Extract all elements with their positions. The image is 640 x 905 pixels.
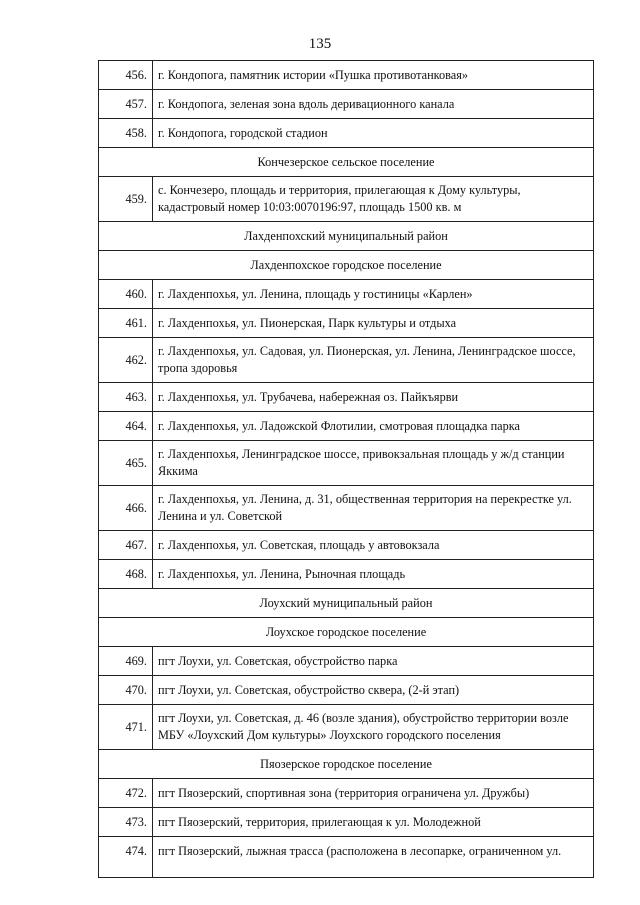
row-description: г. Лахденпохья, ул. Ленина, Рыночная площадь [153, 560, 594, 589]
row-description: г. Лахденпохья, ул. Ладожской Флотилии, смотровая площадка парка [153, 412, 594, 441]
table-row [99, 119, 594, 148]
row-number: 460. [99, 280, 153, 309]
row-description: г. Кондопога, зеленая зона вдоль деривационного канала [153, 90, 594, 119]
section-heading: Кончезерское сельское поселение [99, 148, 594, 177]
row-number: 464. [99, 412, 153, 441]
table-row [99, 280, 594, 309]
section-row [99, 750, 594, 779]
section-row [99, 618, 594, 647]
row-number: 456. [99, 61, 153, 90]
row-number: 461. [99, 309, 153, 338]
row-description: г. Лахденпохья, ул. Ленина, д. 31, общественная территория на перекрестке ул. Ленина и ул. Советской [153, 486, 594, 531]
section-heading: Лахденпохское городское поселение [99, 251, 594, 280]
table-row [99, 676, 594, 705]
section-row [99, 222, 594, 251]
row-description: пгт Лоухи, ул. Советская, обустройство парка [153, 647, 594, 676]
row-description: пгт Лоухи, ул. Советская, д. 46 (возле здания), обустройство территории возле МБУ «Лоухский Дом культуры» Лоухского городского поселения [153, 705, 594, 750]
row-description: пгт Пяозерский, лыжная трасса (расположена в лесопарке, ограниченном ул. [153, 837, 594, 878]
row-number: 471. [99, 705, 153, 750]
table-row [99, 647, 594, 676]
table-row [99, 531, 594, 560]
table-row [99, 177, 594, 222]
row-number: 472. [99, 779, 153, 808]
row-number: 465. [99, 441, 153, 486]
row-number: 469. [99, 647, 153, 676]
section-heading: Лоухское городское поселение [99, 618, 594, 647]
table-row [99, 486, 594, 531]
section-heading: Лоухский муниципальный район [99, 589, 594, 618]
table-row [99, 837, 594, 878]
section-row [99, 251, 594, 280]
section-row [99, 148, 594, 177]
page-number: 135 [308, 36, 332, 52]
row-description: г. Лахденпохья, ул. Трубачева, набережная оз. Пайкъярви [153, 383, 594, 412]
row-description: с. Кончезеро, площадь и территория, прилегающая к Дому культуры, кадастровый номер 10:03:0070196:97, площадь 1500 кв. м [153, 177, 594, 222]
row-number: 462. [99, 338, 153, 383]
table-row [99, 90, 594, 119]
row-description: г. Лахденпохья, Ленинградское шоссе, привокзальная площадь у ж/д станции Яккима [153, 441, 594, 486]
row-number: 468. [99, 560, 153, 589]
table-row [99, 560, 594, 589]
section-row [99, 589, 594, 618]
row-number: 473. [99, 808, 153, 837]
row-number: 459. [99, 177, 153, 222]
row-description: г. Лахденпохья, ул. Ленина, площадь у гостиницы «Карлен» [153, 280, 594, 309]
row-description: пгт Лоухи, ул. Советская, обустройство сквера, (2-й этап) [153, 676, 594, 705]
row-description: г. Лахденпохья, ул. Советская, площадь у автовокзала [153, 531, 594, 560]
row-description: г. Кондопога, городской стадион [153, 119, 594, 148]
table-row [99, 412, 594, 441]
registry-table [98, 60, 594, 878]
section-heading: Пяозерское городское поселение [99, 750, 594, 779]
table-row [99, 338, 594, 383]
table-row [99, 441, 594, 486]
row-description: пгт Пяозерский, спортивная зона (территория ограничена ул. Дружбы) [153, 779, 594, 808]
table-row [99, 383, 594, 412]
table-row [99, 61, 594, 90]
row-description: г. Лахденпохья, ул. Садовая, ул. Пионерская, ул. Ленина, Ленинградское шоссе, тропа здоровья [153, 338, 594, 383]
row-number: 470. [99, 676, 153, 705]
table-row [99, 808, 594, 837]
row-description: г. Лахденпохья, ул. Пионерская, Парк культуры и отдыха [153, 309, 594, 338]
table-row [99, 705, 594, 750]
row-number: 463. [99, 383, 153, 412]
table-row [99, 309, 594, 338]
row-number: 474. [99, 837, 153, 878]
row-number: 457. [99, 90, 153, 119]
row-description: г. Кондопога, памятник истории «Пушка противотанковая» [153, 61, 594, 90]
row-number: 458. [99, 119, 153, 148]
row-number: 467. [99, 531, 153, 560]
row-description: пгт Пяозерский, территория, прилегающая к ул. Молодежной [153, 808, 594, 837]
section-heading: Лахденпохский муниципальный район [99, 222, 594, 251]
table-row [99, 779, 594, 808]
row-number: 466. [99, 486, 153, 531]
